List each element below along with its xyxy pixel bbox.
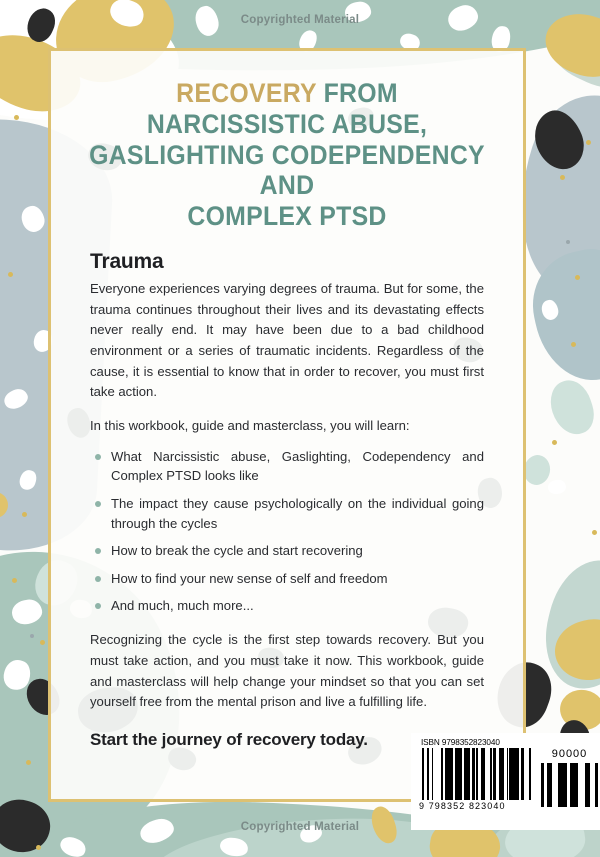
bullet-dot-icon [95, 576, 101, 582]
ean13-bars [419, 748, 531, 800]
background-speck [547, 479, 567, 495]
list-item-label: How to find your new sense of self and freedom [111, 570, 388, 586]
barcode-group [419, 748, 599, 811]
background-dot [36, 845, 41, 850]
bullet-dot-icon [95, 501, 101, 507]
background-dot [566, 240, 570, 244]
call-to-action: Start the journey of recovery today. [90, 729, 368, 749]
background-dot [12, 578, 17, 583]
background-shape-mint [522, 453, 553, 487]
list-item-label: And much, much more... [111, 598, 254, 614]
supplemental-value: 90000 [551, 748, 588, 760]
bullet-dot-icon [95, 454, 101, 460]
list-item [90, 541, 484, 561]
background-dot [575, 275, 580, 280]
background-dot [40, 640, 45, 645]
background-shape-mint [544, 375, 599, 440]
list-item-label: How to break the cycle and start recovering [111, 543, 363, 559]
body-copy [68, 250, 506, 750]
cover-content [68, 78, 506, 750]
barcode-block [411, 733, 600, 830]
background-dot [14, 115, 19, 120]
ean13-digits: 9 798352 823040 [419, 801, 506, 811]
copyright-watermark-top: Copyrighted Material [240, 14, 360, 26]
background-dot [22, 512, 27, 517]
background-dot [586, 140, 591, 145]
background-dot [552, 440, 557, 445]
list-item [90, 494, 484, 533]
background-dot [8, 272, 13, 277]
book-title [86, 78, 489, 232]
benefits-list [90, 447, 484, 616]
paragraph-intro: Everyone experiences varying degrees of trauma. But for some, the trauma continues throughout their lives and its devastating effects never really end. It may have been due to a bad childhood environment or a series of traumatic incidents. Regardless of the cause, it is essential to know that in order to recover, you must first take action. [90, 280, 484, 400]
title-line1-rest: FROM NARCISSISTIC ABUSE, [146, 78, 428, 139]
background-dot [571, 342, 576, 347]
list-item [90, 596, 484, 616]
bullet-dot-icon [95, 548, 101, 554]
paragraph-closing: Recognizing the cycle is the first step towards recovery. But you must take action, and you must take it now. This workbook, guide and masterclass will help change your mindset so that you can set yourself free from the mental prison and live a fulfilling life. [90, 632, 484, 710]
list-item [90, 447, 484, 486]
list-item-label: What Narcissistic abuse, Gaslighting, Codependency and Complex PTSD looks like [111, 448, 484, 484]
title-line2: GASLIGHTING CODEPENDENCY AND [89, 139, 485, 201]
background-dot [560, 175, 565, 180]
background-dot [26, 760, 31, 765]
section-heading: Trauma [90, 249, 164, 273]
supplemental-barcode [541, 748, 598, 807]
lead-in-text: In this workbook, guide and masterclass, you will learn: [90, 417, 410, 433]
copyright-watermark-bottom: Copyrighted Material [240, 821, 360, 833]
ean13-barcode [419, 748, 531, 811]
isbn-label: ISBN 9798352823040 [421, 738, 500, 747]
supplemental-bars [541, 763, 598, 807]
background-dot [30, 634, 34, 638]
background-dot [592, 530, 597, 535]
list-item-label: The impact they cause psychologically on the individual going through the cycles [111, 495, 484, 531]
list-item [90, 569, 484, 589]
title-line3: COMPLEX PTSD [187, 201, 387, 232]
title-accent-word: RECOVERY [176, 78, 317, 108]
bullet-dot-icon [95, 603, 101, 609]
